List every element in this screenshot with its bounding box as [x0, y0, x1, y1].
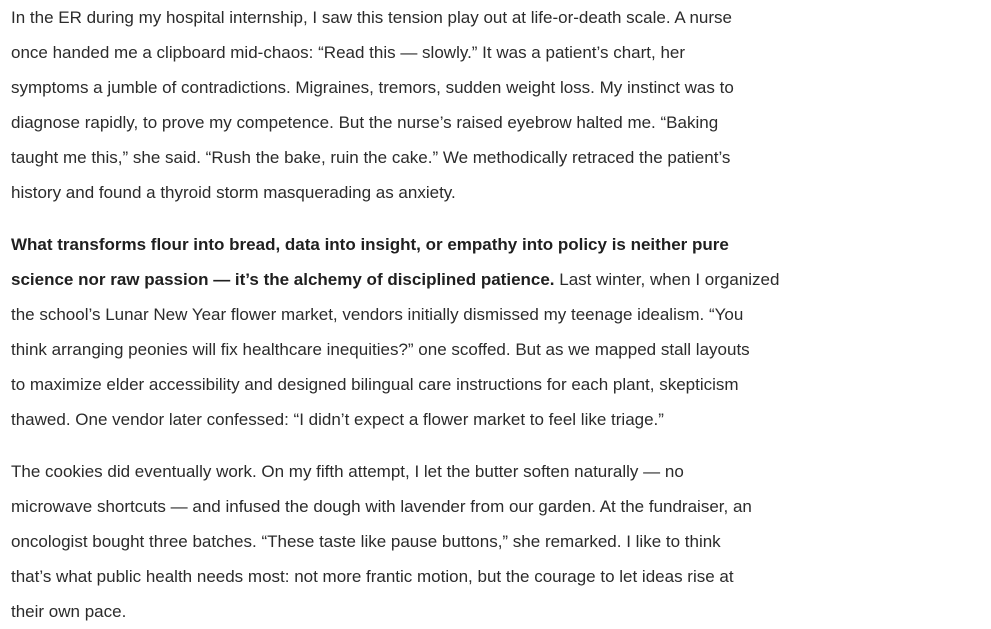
- text-line: that’s what public health needs most: not more frantic motion, but the courage to let ideas rise at: [11, 567, 734, 586]
- text-run: Last winter, when I organized: [554, 270, 780, 289]
- paragraph-er-internship: [11, 0, 951, 210]
- bold-thesis-part-1: What transforms flour into bread, data into insight, or empathy into policy is neither pure: [11, 235, 729, 254]
- text-line: diagnose rapidly, to prove my competence. But the nurse’s raised eyebrow halted me. “Baking: [11, 113, 719, 132]
- text-line: the school’s Lunar New Year flower market, vendors initially dismissed my teenage idealism. “You: [11, 305, 744, 324]
- text-line: their own pace.: [11, 602, 127, 621]
- text-line: [11, 262, 951, 297]
- text-line: think arranging peonies will fix healthcare inequities?” one scoffed. But as we mapped stall layouts: [11, 340, 750, 359]
- text-line: oncologist bought three batches. “These taste like pause buttons,” she remarked. I like to think: [11, 532, 721, 551]
- text-line: to maximize elder accessibility and designed bilingual care instructions for each plant, skepticism: [11, 375, 739, 394]
- paragraph-cookies: [11, 454, 951, 629]
- text-line: thawed. One vendor later confessed: “I didn’t expect a flower market to feel like triage.”: [11, 410, 664, 429]
- text-line: The cookies did eventually work. On my fifth attempt, I let the butter soften naturally — no: [11, 462, 684, 481]
- text-line: history and found a thyroid storm masquerading as anxiety.: [11, 183, 456, 202]
- text-line: microwave shortcuts — and infused the dough with lavender from our garden. At the fundraiser, an: [11, 497, 752, 516]
- essay-document: [11, 0, 951, 629]
- bold-thesis-part-2: science nor raw passion — it’s the alchemy of disciplined patience.: [11, 270, 555, 289]
- paragraph-flower-market: [11, 227, 951, 437]
- text-line: symptoms a jumble of contradictions. Migraines, tremors, sudden weight loss. My instinct was to: [11, 78, 734, 97]
- text-line: once handed me a clipboard mid-chaos: “Read this — slowly.” It was a patient’s chart, her: [11, 43, 686, 62]
- text-line: taught me this,” she said. “Rush the bake, ruin the cake.” We methodically retraced the patient’s: [11, 148, 731, 167]
- text-line: In the ER during my hospital internship, I saw this tension play out at life-or-death scale. A nurse: [11, 8, 732, 27]
- text-line: [11, 227, 951, 262]
